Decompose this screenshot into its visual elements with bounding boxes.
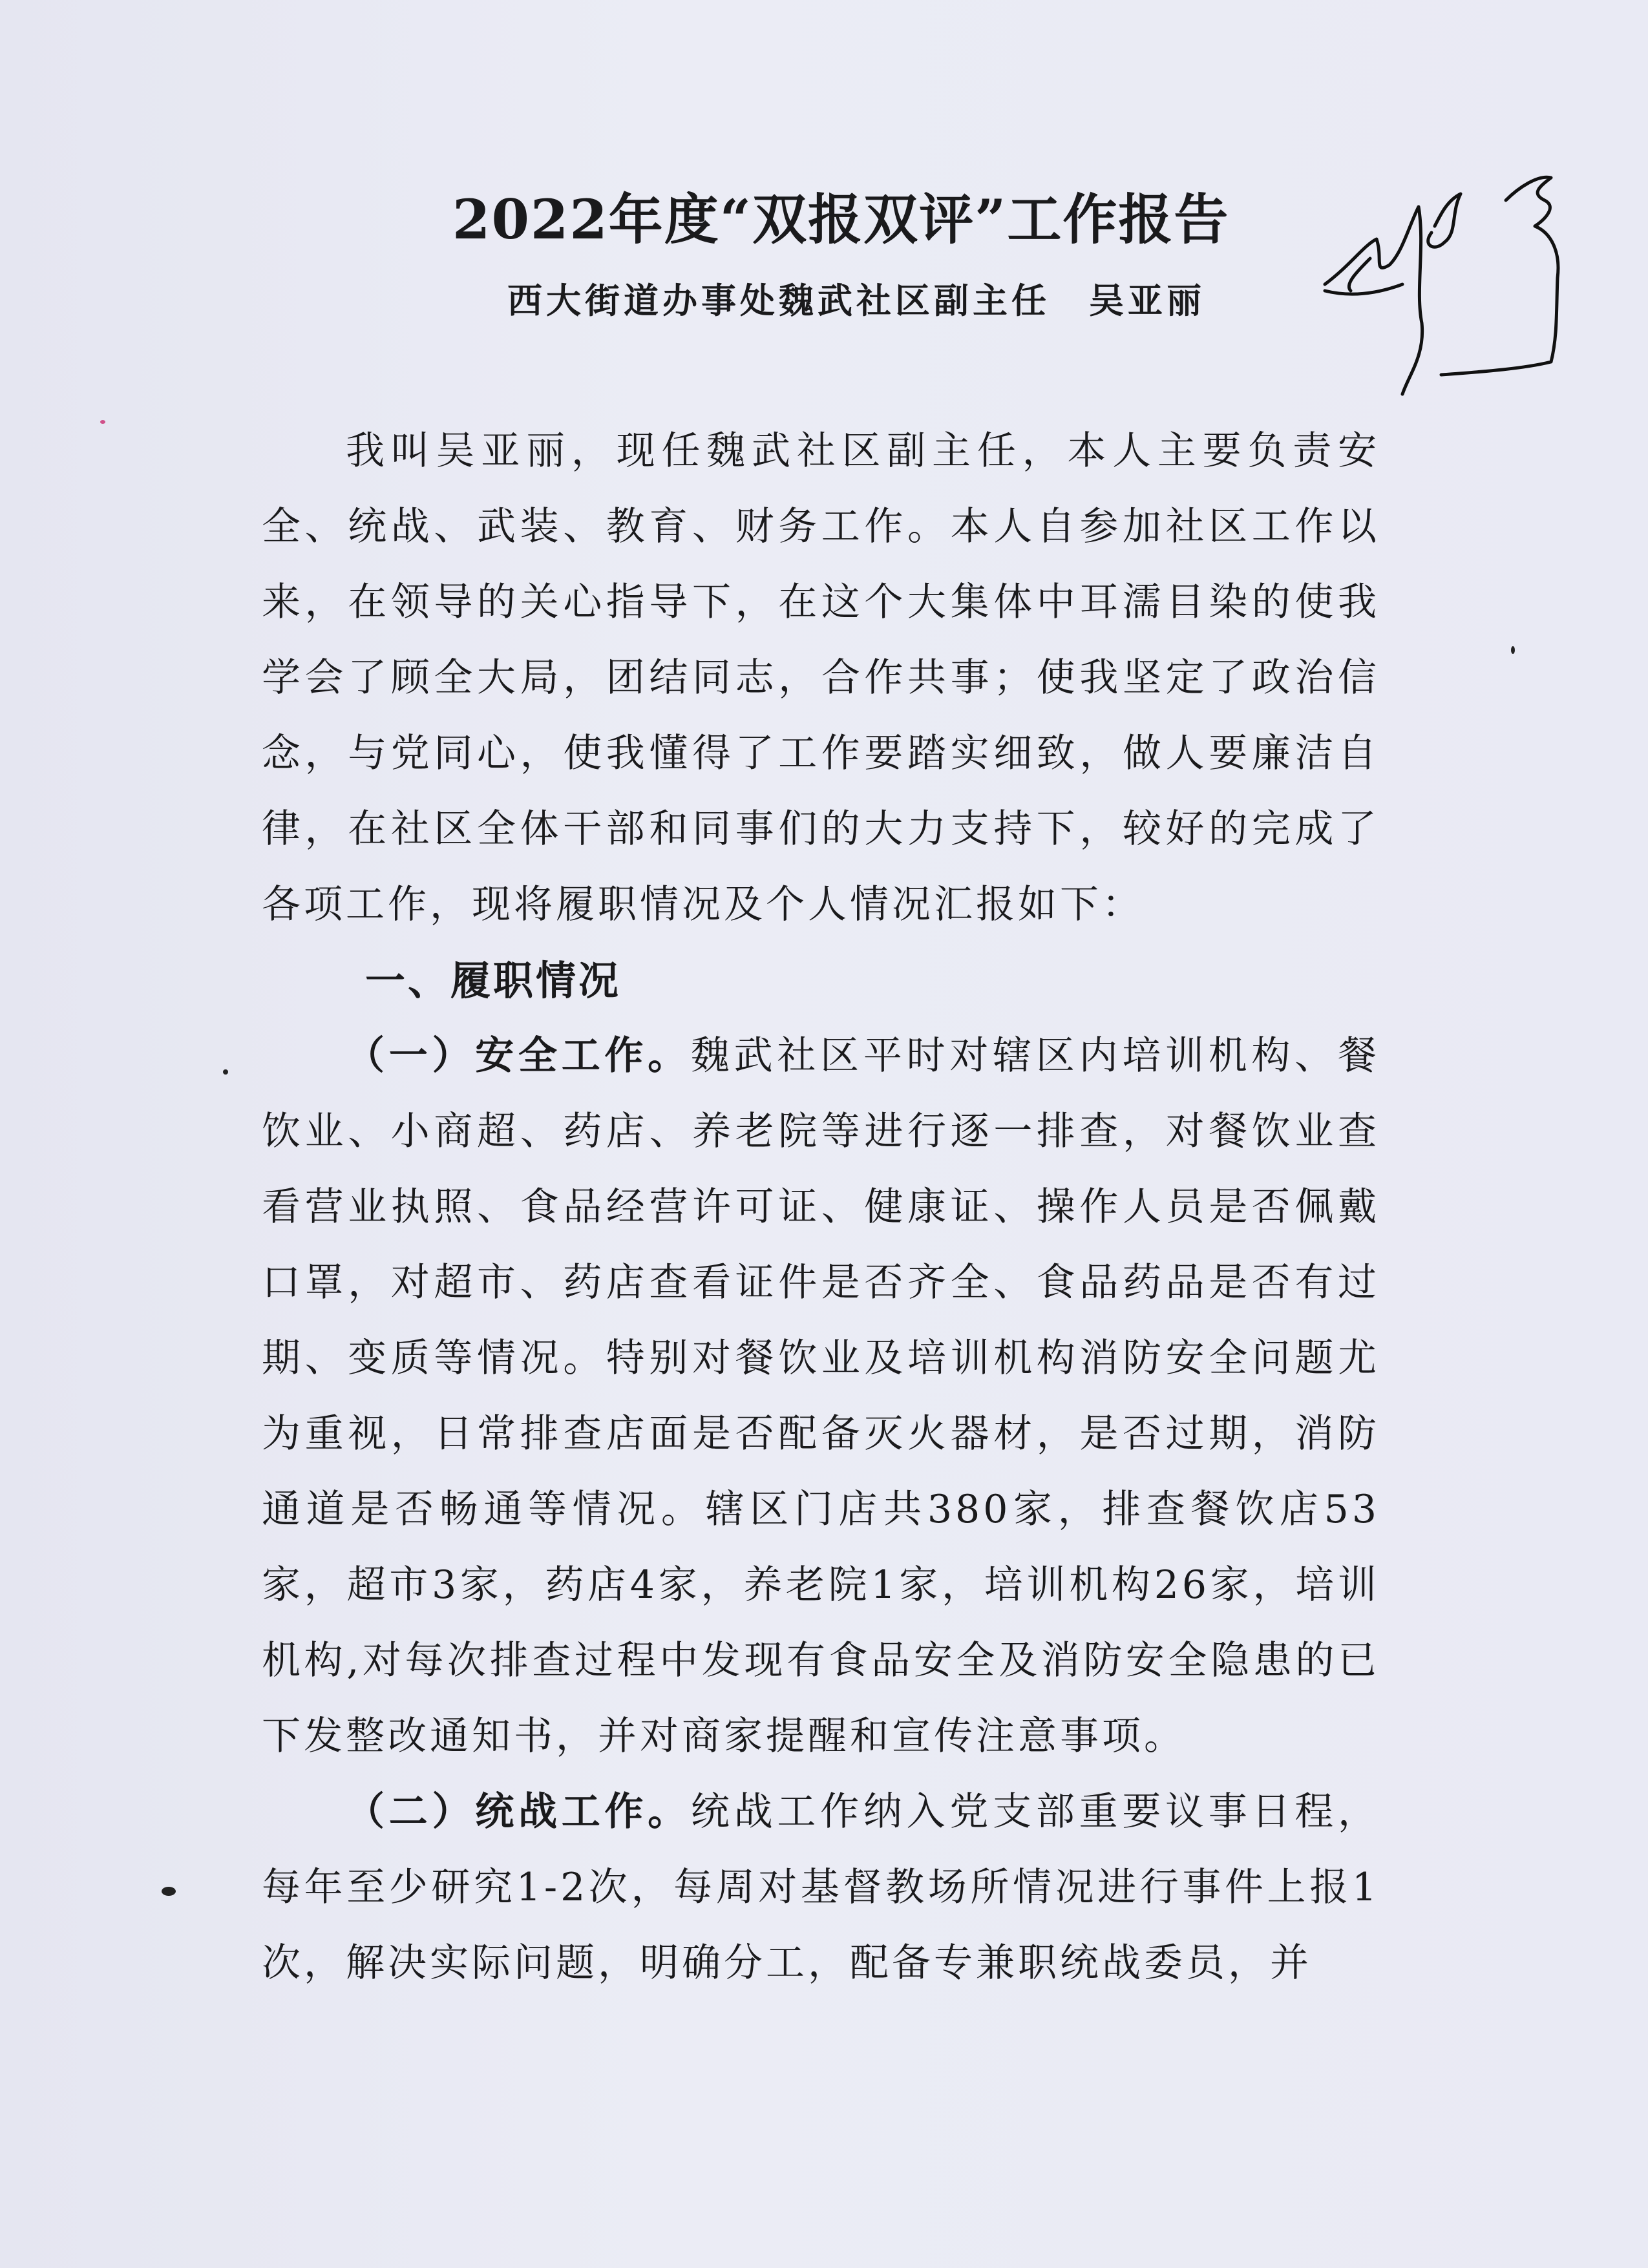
byline [507, 271, 1205, 330]
page-title: 2022年度“双报双评”工作报告 [452, 187, 1230, 251]
unitedfront-text: 统战工作纳入党支部重要议事日程，每年至少研究1-2次，每周对基督教场所情况进行事件上报1次，解决实际问题，明确分工，配备专兼职统战委员，并 [262, 1789, 1380, 1986]
report-body [262, 414, 1380, 2001]
byline-org: 西大街道办事处魏武社区副主任 [507, 280, 1050, 321]
unitedfront-paragraph [262, 1774, 1380, 2001]
scan-speck [100, 420, 105, 424]
scan-speck [223, 1069, 228, 1075]
unitedfront-lead: （二）统战工作。 [346, 1789, 691, 1834]
safety-paragraph [262, 1018, 1380, 1774]
safety-lead: （一）安全工作。 [346, 1033, 691, 1078]
signature-stroke [1428, 194, 1461, 247]
section-heading: 一、履职情况 [365, 957, 622, 1004]
signature-stroke [1441, 177, 1558, 375]
safety-text: 魏武社区平时对辖区内培训机构、餐饮业、小商超、药店、养老院等进行逐一排查，对餐饮业查看营业执照、食品经营许可证、健康证、操作人员是否佩戴口罩，对超市、药店查看证件是否齐全、食品药品是否有过期、变质等情况。特别对餐饮业及培训机构消防安全问题尤为重视，日常排查店面是否配备灭火器材，是否过期，消防通道是否畅通等情况。辖区门店共380家，排查餐饮店53家，超市3家，药店4家，养老院1家，培训机构26家，培训机构,对每次排查过程中发现有食品安全及消防安全隐患的已下发整改通知书，并对商家提醒和宣传注意事项。 [262, 1033, 1380, 1759]
handwritten-signature [1312, 162, 1583, 401]
signature-stroke [1325, 207, 1422, 394]
byline-name: 吴亚丽 [1089, 280, 1205, 321]
scan-speck [162, 1887, 176, 1896]
signature-stroke [1325, 284, 1402, 294]
intro-paragraph: 我叫吴亚丽，现任魏武社区副主任，本人主要负责安全、统战、武装、教育、财务工作。本人自参加社区工作以来，在领导的关心指导下，在这个大集体中耳濡目染的使我学会了顾全大局，团结同志，合作共事；使我坚定了政治信念，与党同心，使我懂得了工作要踏实细致，做人要廉洁自律，在社区全体干部和同事们的大力支持下，较好的完成了各项工作，现将履职情况及个人情况汇报如下： [262, 428, 1380, 927]
signature-stroke [1349, 258, 1370, 291]
scan-speck [1511, 646, 1515, 654]
